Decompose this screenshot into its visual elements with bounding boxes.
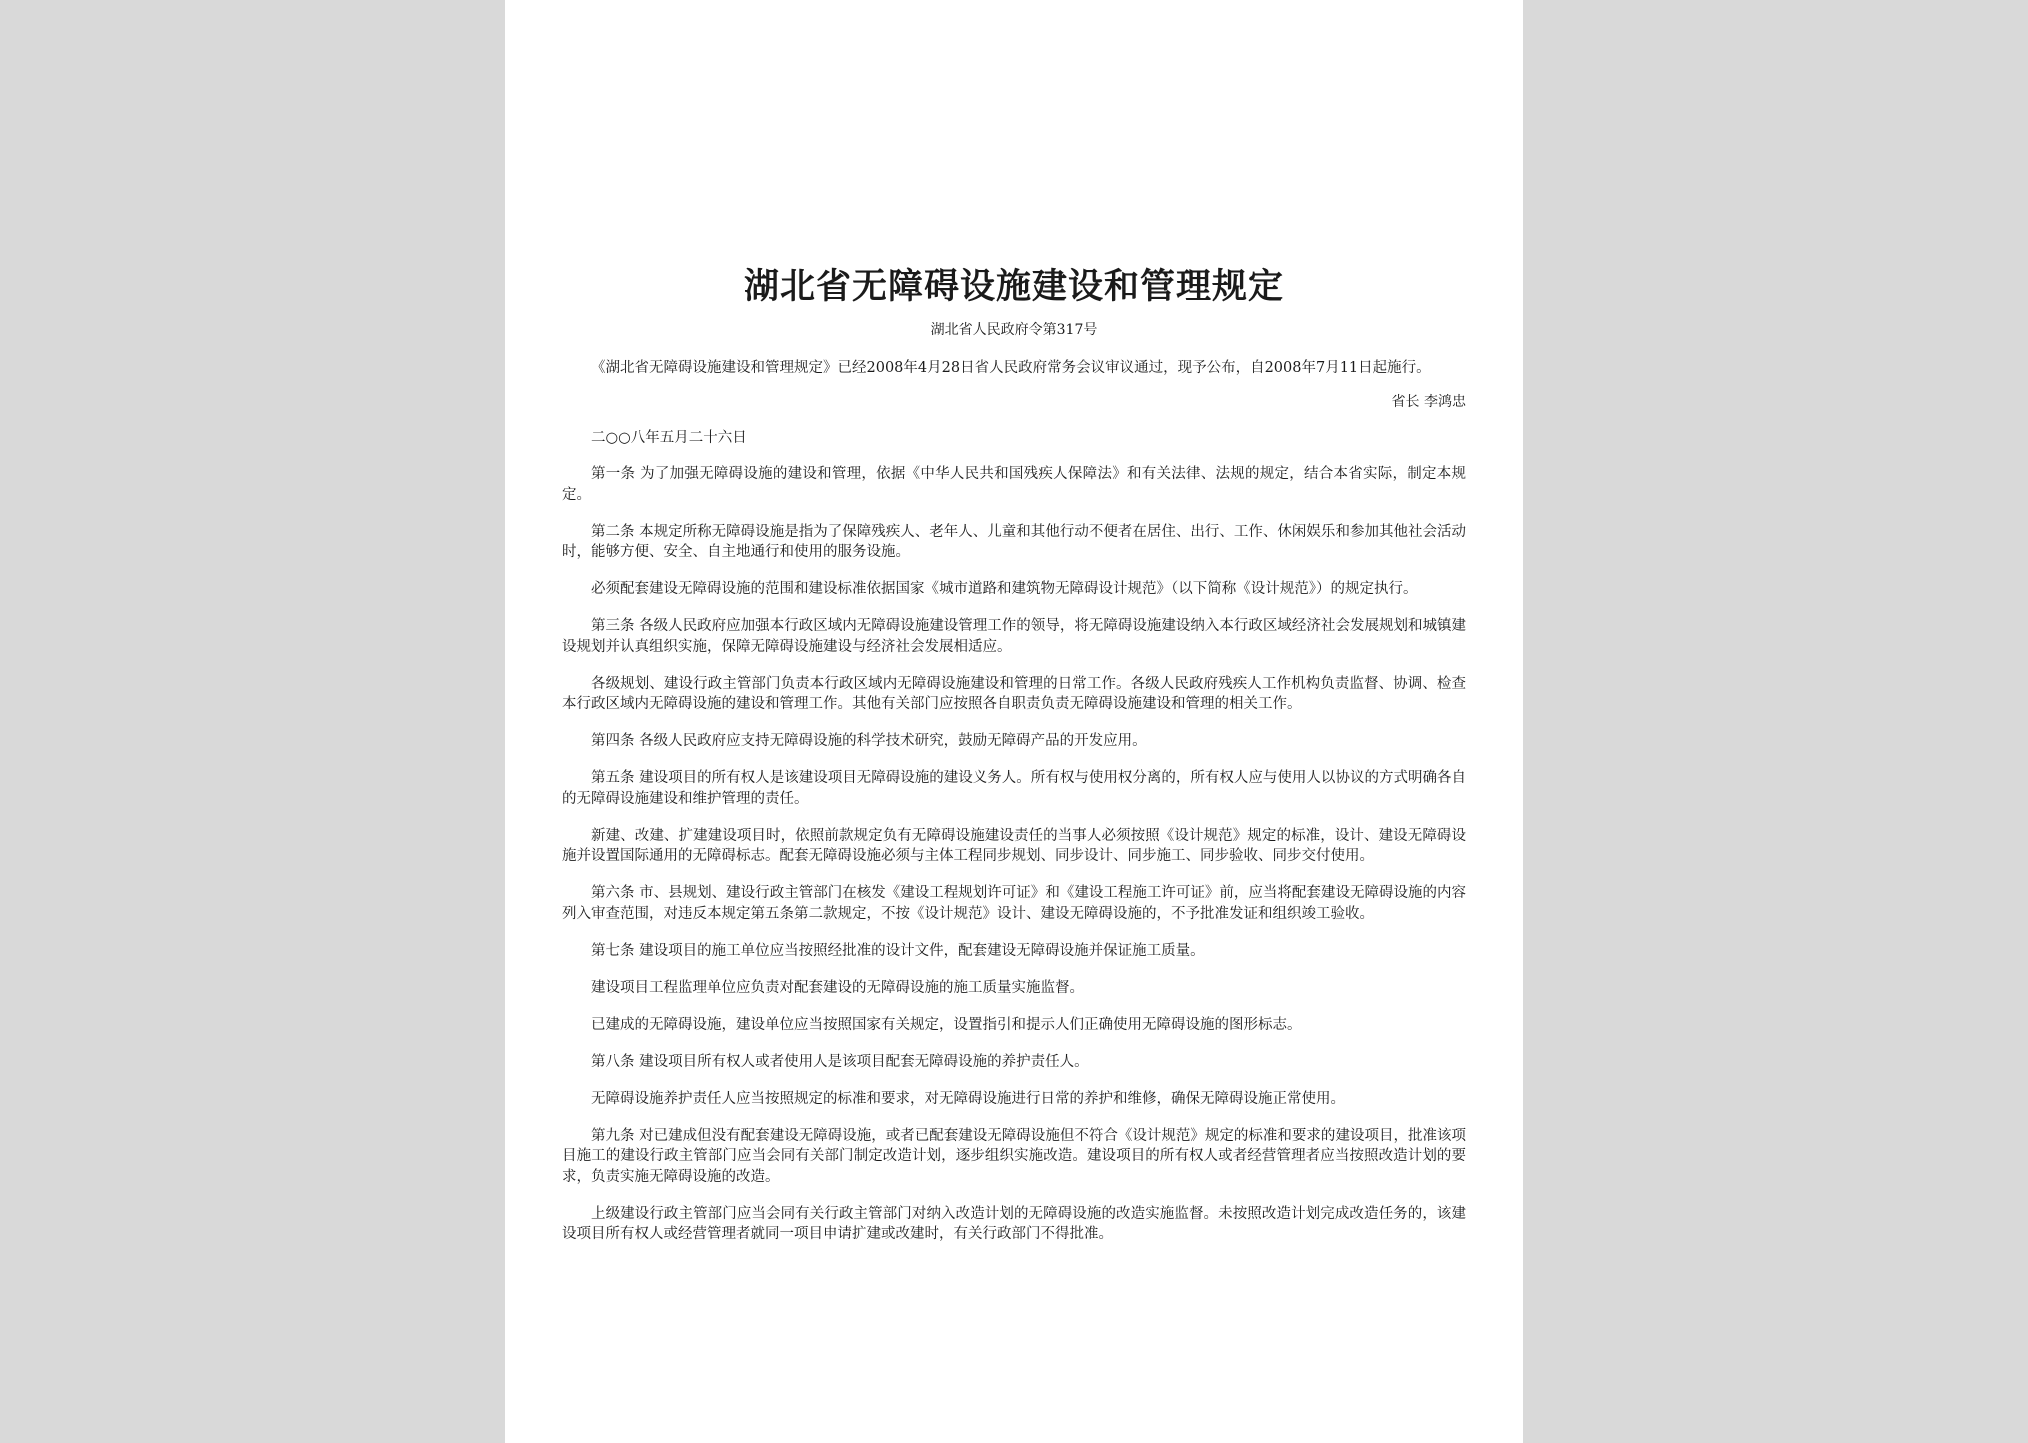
article-2-clause-2: 必须配套建设无障碍设施的范围和建设标准依据国家《城市道路和建筑物无障碍设计规范》（以下简称《设计规范》）的规定执行。	[591, 581, 1418, 597]
article-9: 第九条 对已建成但没有配套建设无障碍设施，或者已配套建设无障碍设施但不符合《设计规范》规定的标准和要求的建设项目，批准该项目施工的建设行政主管部门应当会同有关部门制定改造计划，逐步组织实施改造。建设项目的所有权人或者经营管理者应当按照改造计划的要求，负责实施无障碍设施的改造。	[562, 1127, 1466, 1185]
article-5: 第五条 建设项目的所有权人是该建设项目无障碍设施的建设义务人。所有权与使用权分离的，所有权人应与使用人以协议的方式明确各自的无障碍设施建设和维护管理的责任。	[562, 770, 1466, 807]
article-7: 第七条 建设项目的施工单位应当按照经批准的设计文件，配套建设无障碍设施并保证施工质量。	[591, 942, 1205, 959]
article-4: 第四条 各级人民政府应支持无障碍设施的科学技术研究，鼓励无障碍产品的开发应用。	[591, 733, 1147, 749]
article-9-clause-2: 上级建设行政主管部门应当会同有关行政主管部门对纳入改造计划的无障碍设施的改造实施监督。未按照改造计划完成改造任务的，该建设项目所有权人或经营管理者就同一项目申请扩建或改建时，有关行政部门不得批准。	[562, 1205, 1466, 1242]
article-8-clause-2: 无障碍设施养护责任人应当按照规定的标准和要求，对无障碍设施进行日常的养护和维修，确保无障碍设施正常使用。	[591, 1090, 1345, 1107]
issue-date: 二○○八年五月二十六日	[591, 430, 747, 446]
article-7-clause-2: 建设项目工程监理单位应负责对配套建设的无障碍设施的施工质量实施监督。	[591, 979, 1084, 996]
article-7-clause-3: 已建成的无障碍设施，建设单位应当按照国家有关规定，设置指引和提示人们正确使用无障碍设施的图形标志。	[591, 1016, 1302, 1033]
article-8: 第八条 建设项目所有权人或者使用人是该项目配套无障碍设施的养护责任人。	[591, 1053, 1089, 1070]
article-3-clause-2: 各级规划、建设行政主管部门负责本行政区域内无障碍设施建设和管理的日常工作。各级人民政府残疾人工作机构负责监督、协调、检查本行政区域内无障碍设施的建设和管理工作。其他有关部门应按照各自职责负责无障碍设施建设和管理的相关工作。	[562, 675, 1466, 712]
article-1: 第一条 为了加强无障碍设施的建设和管理，依据《中华人民共和国残疾人保障法》和有关法律、法规的规定，结合本省实际，制定本规定。	[562, 466, 1466, 503]
signature: 省长 李鸿忠	[1391, 394, 1466, 410]
document-title: 湖北省无障碍设施建设和管理规定	[743, 266, 1284, 307]
document-page	[505, 0, 1523, 1443]
article-6: 第六条 市、县规划、建设行政主管部门在核发《建设工程规划许可证》和《建设工程施工许可证》前，应当将配套建设无障碍设施的内容列入审查范围，对违反本规定第五条第二款规定，不按《设计规范》设计、建设无障碍设施的，不予批准发证和组织竣工验收。	[562, 885, 1466, 922]
decree-number: 湖北省人民政府令第317号	[930, 322, 1098, 338]
promulgation-notice: 《湖北省无障碍设施建设和管理规定》已经2008年4月28日省人民政府常务会议审议通过，现予公布，自2008年7月11日起施行。	[591, 360, 1431, 376]
article-3: 第三条 各级人民政府应加强本行政区域内无障碍设施建设管理工作的领导，将无障碍设施建设纳入本行政区域经济社会发展规划和城镇建设规划并认真组织实施，保障无障碍设施建设与经济社会发展相适应。	[562, 618, 1466, 655]
article-2: 第二条 本规定所称无障碍设施是指为了保障残疾人、老年人、儿童和其他行动不便者在居住、出行、工作、休闲娱乐和参加其他社会活动时，能够方便、安全、自主地通行和使用的服务设施。	[562, 523, 1466, 560]
article-5-clause-2: 新建、改建、扩建建设项目时，依照前款规定负有无障碍设施建设责任的当事人必须按照《设计规范》规定的标准，设计、建设无障碍设施并设置国际通用的无障碍标志。配套无障碍设施必须与主体工程同步规划、同步设计、同步施工、同步验收、同步交付使用。	[562, 827, 1466, 864]
